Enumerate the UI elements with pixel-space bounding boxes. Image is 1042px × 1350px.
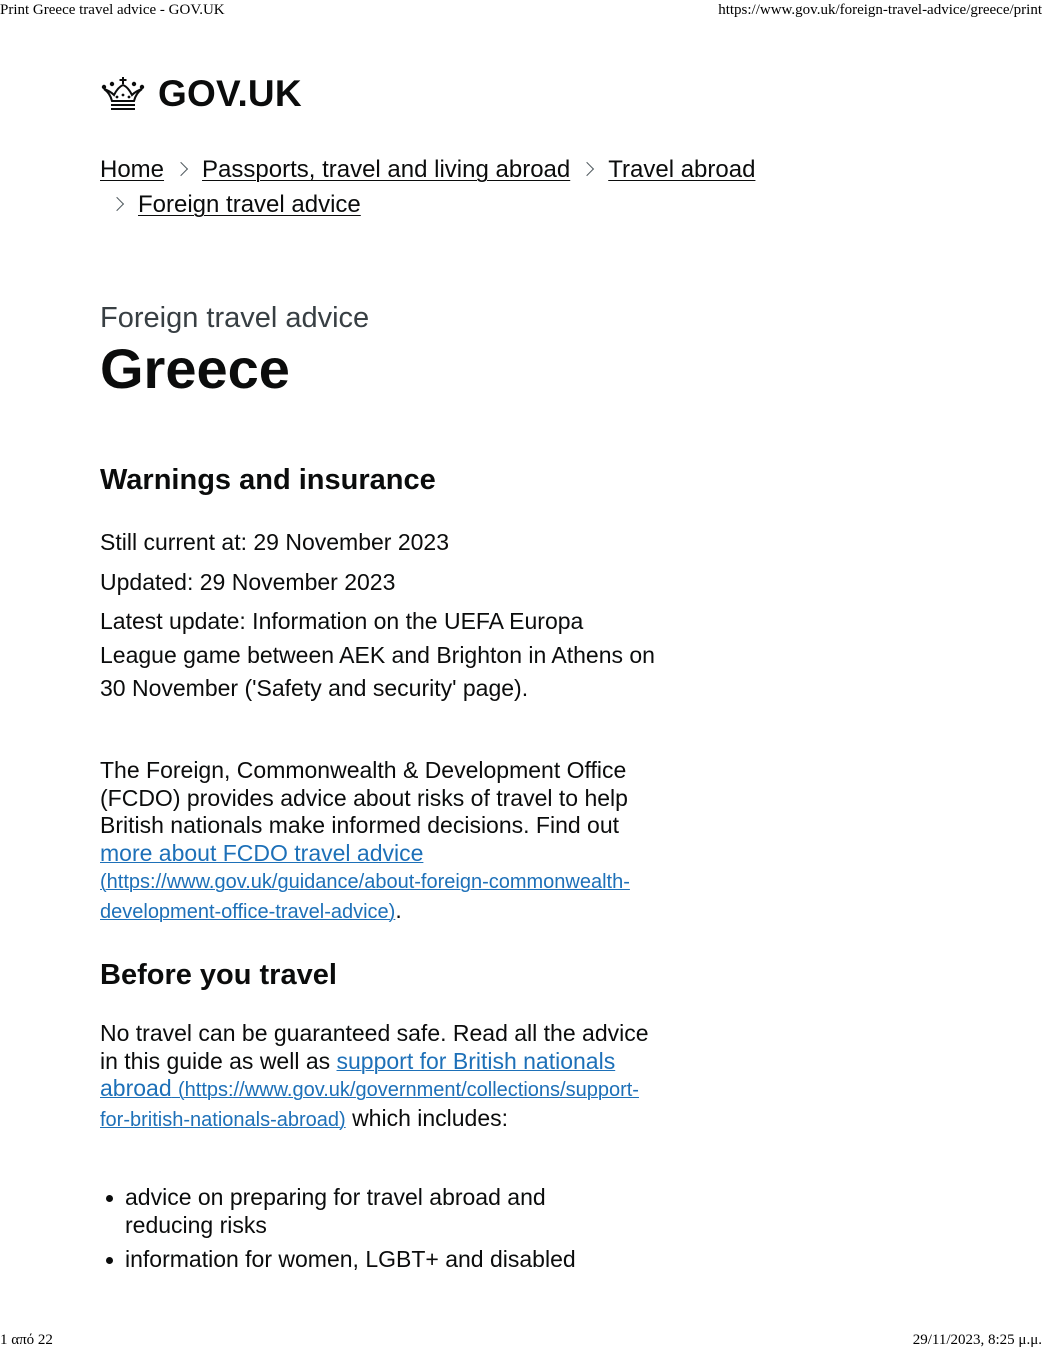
updated-date: Updated: 29 November 2023 — [100, 569, 396, 595]
page-caption: Foreign travel advice — [100, 302, 370, 334]
fcdo-advice-link-text: more about FCDO travel advice — [100, 839, 424, 866]
govuk-logo[interactable] — [100, 72, 302, 116]
support-link-url: (https://www.gov.uk/government/collections/support-for-british-nationals-abroad) — [100, 1079, 639, 1131]
print-page-title: Print Greece travel advice - GOV.UK — [0, 2, 225, 18]
print-header — [0, 0, 1042, 20]
chevron-right-icon — [174, 162, 188, 176]
fcdo-advice-link[interactable] — [100, 840, 630, 923]
before-travel-text-end: which includes: — [352, 1104, 509, 1131]
fcdo-intro-text: The Foreign, Commonwealth & Development Office (FCDO) provides advice about risks of travel to help British nationals make informed decisions. Find out — [100, 757, 628, 838]
breadcrumb-passports[interactable]: Passports, travel and living abroad — [202, 156, 571, 183]
list-item: advice on preparing for travel abroad and reducing risks — [100, 1184, 640, 1239]
before-travel-heading: Before you travel — [100, 959, 337, 991]
print-url: https://www.gov.uk/foreign-travel-advice/greece/print — [718, 2, 1042, 18]
chevron-right-icon — [110, 197, 124, 211]
logo-text: GOV.UK — [158, 73, 302, 114]
before-travel-list — [100, 1184, 640, 1281]
breadcrumb-foreign-travel-advice[interactable]: Foreign travel advice — [138, 191, 361, 218]
print-page-number: 1 από 22 — [0, 1332, 53, 1348]
page-title: Greece — [100, 337, 290, 400]
support-link-text: support for British nationals abroad — [100, 1047, 616, 1101]
breadcrumb — [100, 152, 800, 222]
fcdo-intro — [100, 757, 660, 926]
breadcrumb-travel-abroad[interactable]: Travel abroad — [608, 156, 756, 183]
list-item: information for women, LGBT+ and disabled — [100, 1246, 640, 1274]
fcdo-advice-link-url: (https://www.gov.uk/guidance/about-foreign-commonwealth-development-office-travel-advice) — [100, 871, 630, 923]
print-datetime: 29/11/2023, 8:25 μ.μ. — [912, 1332, 1042, 1348]
print-footer — [0, 1330, 1042, 1350]
breadcrumb-home[interactable]: Home — [100, 156, 165, 183]
chevron-right-icon — [580, 162, 594, 176]
fcdo-intro-end: . — [395, 896, 402, 923]
still-current-date: Still current at: 29 November 2023 — [100, 529, 450, 555]
latest-update: Latest update: Information on the UEFA Europa League game between AEK and Brighton in Athens on 30 November ('Safety and security' page). — [100, 608, 655, 701]
crown-icon — [100, 75, 146, 113]
before-travel-text-start: No travel can be guaranteed safe. Read all the advice in this guide as well as — [100, 1020, 649, 1074]
warnings-heading: Warnings and insurance — [100, 464, 436, 496]
before-travel-text — [100, 1020, 660, 1134]
